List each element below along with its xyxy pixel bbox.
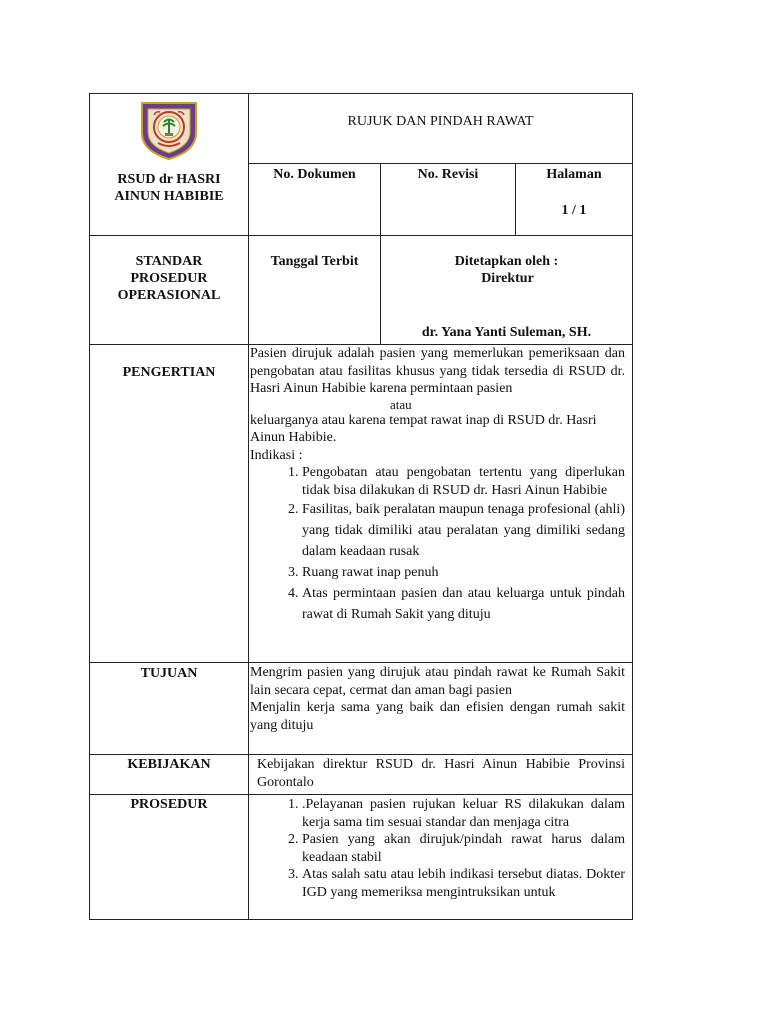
title-cell	[249, 94, 633, 164]
sop-cell	[90, 236, 249, 345]
list-item: 3. Atas salah satu atau lebih indikasi tersebut diatas. Dokter IGD yang memeriksa mengintruksikan untuk	[302, 866, 625, 901]
hospital-cell	[90, 94, 249, 236]
no-dokumen-label: No. Dokumen	[273, 167, 356, 182]
no-dokumen-cell	[249, 164, 381, 236]
tujuan-label-cell	[90, 663, 249, 755]
pengertian-paragraph-2: keluarganya atau karena tempat rawat inap di RSUD dr. Hasri Ainun Habibie.	[250, 412, 597, 445]
pengertian-label-cell	[90, 345, 249, 663]
no-revisi-label: No. Revisi	[417, 167, 479, 182]
direktur-label: Direktur	[481, 271, 534, 286]
prosedur-list	[250, 795, 625, 901]
list-item: 1. Pengobatan atau pengobatan tertentu yang diperlukan tidak bisa dilakukan di RSUD dr. Hasri Ainun Habibie	[302, 464, 625, 499]
halaman-value: 1 / 1	[561, 203, 587, 218]
pengertian-paragraph-1: Pasien dirujuk adalah pasien yang memerlukan pemeriksaan dan pengobatan atau fasilitas khusus yang tidak tersedia di RSUD dr. Hasri Ainun Habibie karena permintaan pasien	[250, 346, 625, 396]
kebijakan-content	[249, 755, 633, 795]
indikasi-list	[250, 464, 625, 625]
prosedur-content	[249, 795, 633, 920]
kebijakan-text: Kebijakan direktur RSUD dr. Hasri Ainun Habibie Provinsi Gorontalo	[257, 757, 625, 790]
ditetapkan-label: Ditetapkan oleh :	[454, 254, 559, 269]
prosedur-label: PROSEDUR	[130, 797, 208, 812]
sop-label: STANDAR PROSEDUR OPERASIONAL	[117, 254, 221, 303]
list-item: 1. .Pelayanan pasien rujukan keluar RS dilakukan dalam kerja sama tim sesuai standar dan menjaga citra	[302, 796, 625, 831]
tanggal-terbit-label: Tanggal Terbit	[270, 254, 359, 269]
signatory-name: dr. Yana Yanti Suleman, SH.	[421, 325, 592, 340]
ditetapkan-cell	[381, 236, 633, 345]
list-item: 4. Atas permintaan pasien dan atau keluarga untuk pindah rawat di Rumah Sakit yang dituju	[302, 583, 625, 625]
sop-table	[89, 93, 633, 920]
kebijakan-label-cell	[90, 755, 249, 795]
hospital-crest-icon	[136, 95, 202, 161]
halaman-cell	[516, 164, 633, 236]
hospital-name: RSUD dr HASRI AINUN HABIBIE	[114, 172, 224, 204]
tujuan-paragraph-2: Menjalin kerja sama yang baik dan efisien dengan rumah sakit yang dituju	[250, 700, 625, 733]
prosedur-label-cell	[90, 795, 249, 920]
kebijakan-label: KEBIJAKAN	[127, 757, 211, 772]
list-item: 2. Fasilitas, baik peralatan maupun tenaga profesional (ahli) yang tidak dimiliki atau peralatan yang dimiliki sedang dalam keadaan rusak	[302, 499, 625, 562]
list-item: 2. Pasien yang akan dirujuk/pindah rawat harus dalam keadaan stabil	[302, 831, 625, 866]
indikasi-label: Indikasi :	[250, 447, 303, 463]
pengertian-content	[249, 345, 633, 663]
tujuan-content	[249, 663, 633, 755]
tujuan-paragraph-1: Mengrim pasien yang dirujuk atau pindah rawat ke Rumah Sakit lain secara cepat, cermat dan aman bagi pasien	[250, 665, 625, 698]
pengertian-atau: atau	[390, 396, 412, 412]
document-title: RUJUK DAN PINDAH RAWAT	[347, 114, 534, 129]
tanggal-terbit-cell	[249, 236, 381, 345]
halaman-label: Halaman	[546, 167, 602, 182]
tujuan-label: TUJUAN	[140, 666, 198, 681]
list-item: 3. Ruang rawat inap penuh	[302, 562, 625, 583]
no-revisi-cell	[381, 164, 516, 236]
pengertian-label: PENGERTIAN	[122, 365, 216, 380]
